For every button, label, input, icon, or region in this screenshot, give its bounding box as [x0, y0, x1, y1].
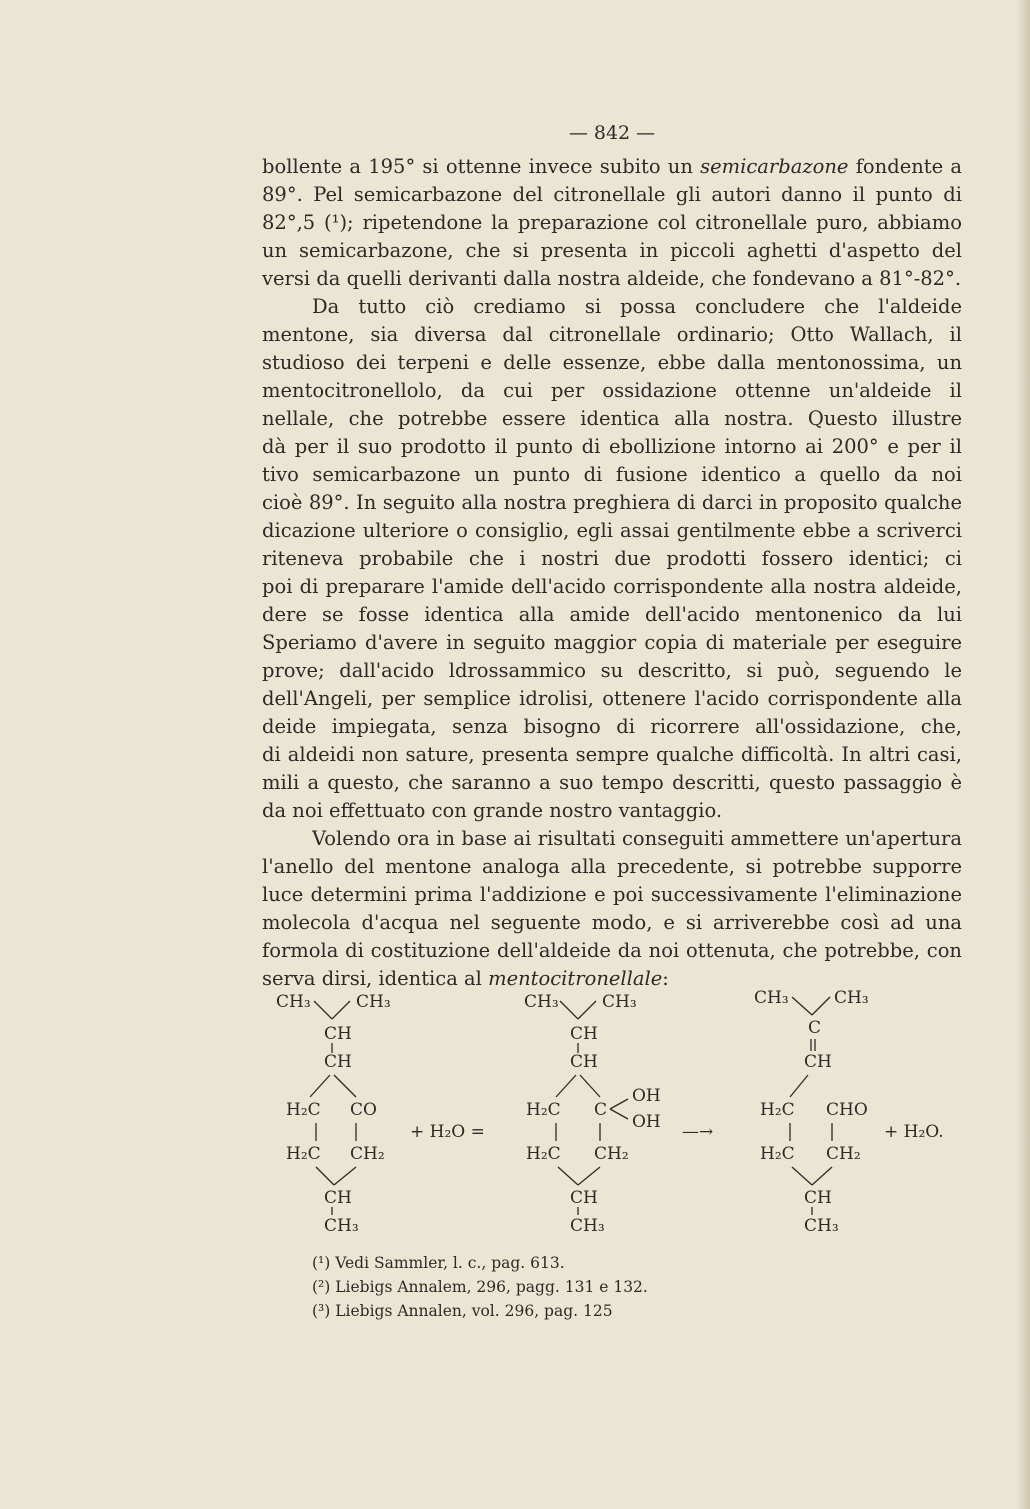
formula-text: OH	[632, 1112, 661, 1132]
formula-text: CH₃	[754, 988, 789, 1008]
structure-hydrate	[524, 992, 661, 1235]
reaction-arrow: —→	[682, 1122, 714, 1142]
formula-text: CH	[804, 1188, 832, 1208]
plus-water-sign: + H₂O =	[410, 1122, 485, 1142]
formula-text: CH	[804, 1052, 832, 1072]
formula-text: OH	[632, 1086, 661, 1106]
text-line: dicazione ulteriore o consiglio, egli assai gentilmente ebbe a scriverci	[262, 519, 962, 542]
text-line: versi da quelli derivanti dalla nostra aldeide, che fondevano a 81°-82°.	[262, 267, 962, 290]
formula-text: C	[594, 1100, 608, 1120]
formula-text: H₂C	[760, 1144, 795, 1164]
text-line: dà per il suo prodotto il punto di ebollizione intorno ai 200° e per il	[262, 435, 962, 458]
structure-aldehyde	[754, 988, 869, 1235]
text-line: formola di costituzione dell'aldeide da noi ottenuta, che potrebbe, con	[262, 939, 962, 962]
text-line: molecola d'acqua nel seguente modo, e si arriverebbe così ad una	[262, 911, 962, 934]
text-line: mentone, sia diversa dal citronellale ordinario; Otto Wallach, il	[262, 323, 962, 346]
formula-text: CH₂	[826, 1144, 861, 1164]
plus-water-sign-end: + H₂O.	[884, 1122, 944, 1142]
formula-text: CH₂	[594, 1144, 629, 1164]
formula-text: CH	[570, 1188, 598, 1208]
formula-text: H₂C	[286, 1100, 321, 1120]
formula-text: CH	[570, 1024, 598, 1044]
text-line: dell'Angeli, per semplice idrolisi, ottenere l'acido corrispondente alla	[262, 687, 962, 710]
formula-text: CH₃	[570, 1216, 605, 1235]
formula-text: H₂C	[286, 1144, 321, 1164]
text-line: di aldeidi non sature, presenta sempre qualche difficoltà. In altri casi,	[262, 743, 962, 766]
formula-text: H₂C	[526, 1144, 561, 1164]
formula-text: CH₃	[524, 992, 559, 1012]
formula-text: H₂C	[760, 1100, 795, 1120]
formula-text: CH	[324, 1024, 352, 1044]
text-line: 89°. Pel semicarbazone del citronellale gli autori danno il punto di	[262, 183, 962, 206]
text-line: dere se fosse identica alla amide dell'acido mentonenico da lui	[262, 603, 962, 626]
text-line: serva dirsi, identica al mentocitronellale:	[262, 967, 669, 990]
formula-text: CO	[350, 1100, 377, 1120]
page-edge-shadow	[1016, 0, 1030, 1509]
text-line: studioso dei terpeni e delle essenze, ebbe dalla mentonossima, un	[262, 351, 962, 374]
text-line: da noi effettuato con grande nostro vantaggio.	[262, 799, 723, 822]
formula-text: CH	[324, 1052, 352, 1072]
formula-text: CH₃	[602, 992, 637, 1012]
text-line: luce determini prima l'addizione e poi successivamente l'eliminazione	[262, 883, 962, 906]
formula-text: CH₃	[804, 1216, 839, 1235]
text-line: un semicarbazone, che si presenta in piccoli aghetti d'aspetto del	[262, 239, 962, 262]
text-line: Volendo ora in base ai risultati conseguiti ammettere un'apertura	[312, 827, 962, 850]
formula-text: C	[808, 1018, 822, 1038]
formula-text: H₂C	[526, 1100, 561, 1120]
text-line: poi di preparare l'amide dell'acido corrispondente alla nostra aldeide,	[262, 575, 962, 598]
formula-text: CH	[570, 1052, 598, 1072]
footnote-3: (³) Liebigs Annalen, vol. 296, pag. 125	[312, 1302, 613, 1320]
formula-text: CH	[324, 1188, 352, 1208]
formula-text: CH₃	[356, 992, 391, 1012]
text-line: mili a questo, che saranno a suo tempo descritti, questo passaggio è	[262, 771, 962, 794]
text-line: 82°,5 (¹); ripetendone la preparazione col citronellale puro, abbiamo	[262, 211, 962, 234]
footnote-2: (²) Liebigs Annalem, 296, pagg. 131 e 132.	[312, 1278, 648, 1296]
page-number: — 842 —	[568, 122, 656, 144]
text-line: prove; dall'acido ldrossammico su descritto, si può, seguendo le	[262, 659, 962, 682]
chemical-reaction-formula	[262, 985, 982, 1235]
footnote-1: (¹) Vedi Sammler, l. c., pag. 613.	[312, 1254, 565, 1272]
text-line: nellale, che potrebbe essere identica alla nostra. Questo illustre	[262, 407, 962, 430]
formula-text: CH₃	[324, 1216, 359, 1235]
text-line: l'anello del mentone analoga alla precedente, si potrebbe supporre	[262, 855, 962, 878]
text-line: deide impiegata, senza bisogno di ricorrere all'ossidazione, che,	[262, 715, 962, 738]
formula-text: CH₃	[276, 992, 311, 1012]
text-line: Da tutto ciò crediamo si possa concludere che l'aldeide	[312, 295, 962, 318]
text-line: riteneva probabile che i nostri due prodotti fossero identici; ci	[262, 547, 962, 570]
formula-text: CHO	[826, 1100, 868, 1120]
text-line: tivo semicarbazone un punto di fusione identico a quello da noi	[262, 463, 962, 486]
formula-text: CH₃	[834, 988, 869, 1008]
structure-mentone	[276, 992, 391, 1235]
formula-text: CH₂	[350, 1144, 385, 1164]
text-line: mentocitronellolo, da cui per ossidazione ottenne un'aldeide il	[262, 379, 962, 402]
text-line: bollente a 195° si ottenne invece subito un semicarbazone fondente a	[262, 155, 962, 178]
text-line: cioè 89°. In seguito alla nostra preghiera di darci in proposito qualche	[262, 491, 962, 514]
text-line: Speriamo d'avere in seguito maggior copia di materiale per eseguire	[262, 631, 962, 654]
